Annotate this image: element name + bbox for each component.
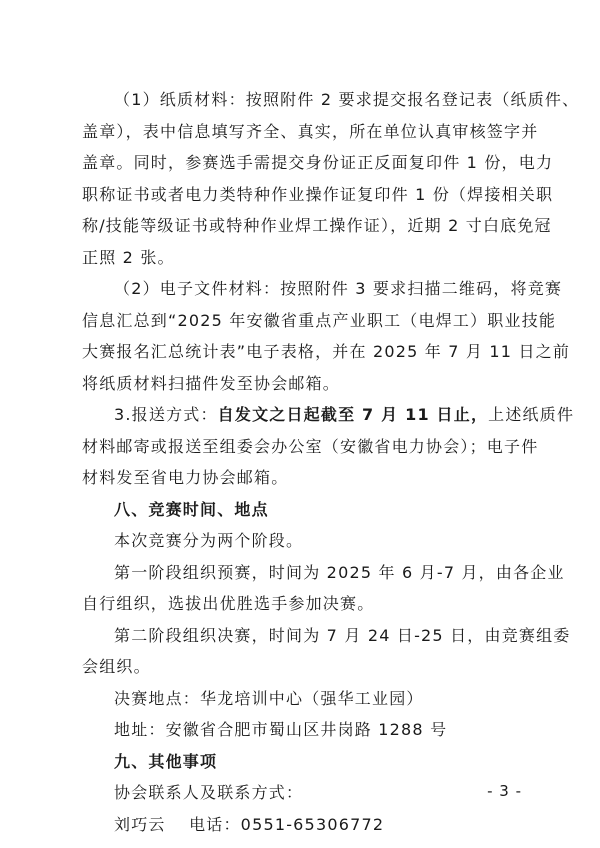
- text-line: 本次竞赛分为两个阶段。: [114, 531, 304, 550]
- submission-method-label: 3.报送方式：: [114, 405, 218, 424]
- page-number: - 3 -: [487, 782, 522, 800]
- submission-deadline: 自发文之日起截至 7 月 11 日止，: [217, 405, 489, 424]
- section-heading: 九、其他事项: [114, 752, 218, 771]
- section-heading: 八、竞赛时间、地点: [114, 500, 269, 519]
- text-line: （1）纸质材料：按照附件 2 要求提交报名登记表（纸质件、: [114, 90, 580, 109]
- contact-info: 刘巧云 电话：0551-65306772: [114, 815, 385, 834]
- submission-method-line: [114, 403, 574, 427]
- text-line: 职称证书或者电力类特种作业操作证复印件 1 份（焊接相关职: [82, 185, 554, 204]
- text-line: 称/技能等级证书或特种作业焊工操作证），近期 2 寸白底免冠: [82, 216, 552, 235]
- text-line: （2）电子文件材料：按照附件 3 要求扫描二维码，将竞赛: [114, 279, 563, 298]
- address-line: 地址：安徽省合肥市蜀山区井岗路 1288 号: [114, 720, 448, 739]
- text-line: 将纸质材料扫描件发至协会邮箱。: [82, 374, 341, 393]
- text-line: 自行组织，选拔出优胜选手参加决赛。: [82, 594, 375, 613]
- text-line: 材料邮寄或报送至组委会办公室（安徽省电力协会）；电子件: [82, 437, 539, 456]
- text-line: 正照 2 张。: [82, 248, 175, 267]
- venue-line: 决赛地点：华龙培训中心（强华工业园）: [114, 689, 424, 708]
- text-line: 材料发至省电力协会邮箱。: [82, 468, 289, 487]
- text-line: 会组织。: [82, 657, 151, 676]
- text-line: 第二阶段组织决赛，时间为 7 月 24 日-25 日，由竞赛组委: [114, 626, 571, 645]
- text-line: 盖章），表中信息填写齐全、真实，所在单位认真审核签字并: [82, 122, 539, 141]
- text-fragment: 上述纸质件: [488, 405, 575, 424]
- text-line: 第一阶段组织预赛，时间为 2025 年 6 月-7 月，由各企业: [114, 563, 565, 582]
- contact-label: 协会联系人及联系方式：: [114, 783, 304, 802]
- text-line: 大赛报名汇总统计表”电子表格，并在 2025 年 7 月 11 日之前: [82, 342, 571, 361]
- text-line: 信息汇总到“2025 年安徽省重点产业职工（电焊工）职业技能: [82, 311, 557, 330]
- text-line: 盖章。同时，参赛选手需提交身份证正反面复印件 1 份，电力: [82, 153, 554, 172]
